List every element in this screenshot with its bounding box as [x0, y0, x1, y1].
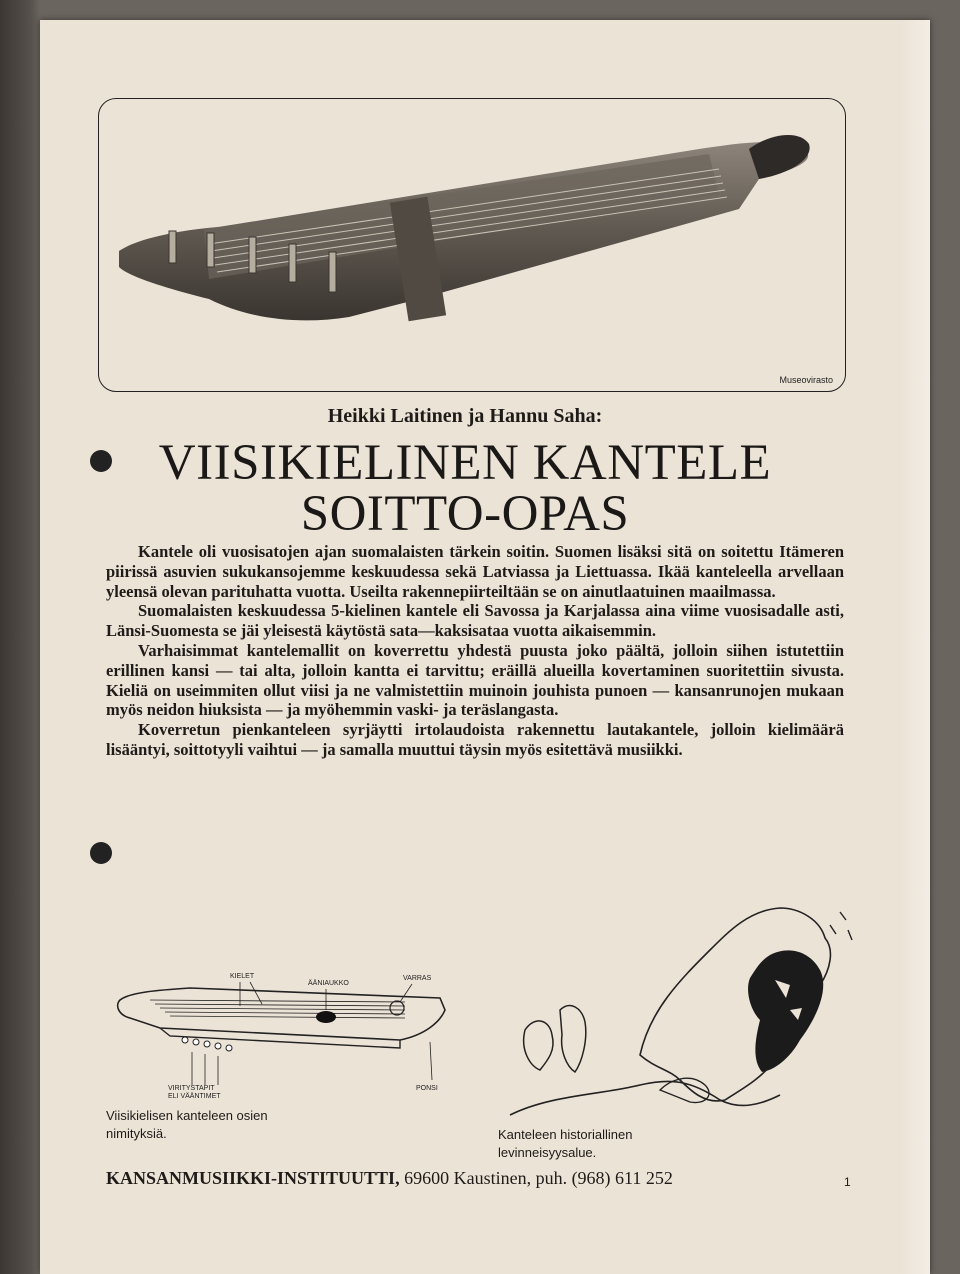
label-strings: KIELET — [230, 973, 255, 980]
kantele-photo-image — [99, 99, 845, 391]
publisher-address: 69600 Kaustinen, puh. (968) 611 252 — [399, 1168, 673, 1188]
paragraph: Kantele oli vuosisatojen ajan suomalaisten tärkein soitin. Suomen lisäksi sitä on soitettu Itämeren piirissä asuvien sukukansojemme keskuudessa sekä Latviassa ja Liettuassa. Ikää kanteleella arvellaan yleensä olevan parituhatta vuotta. Useilta rakennepiirteiltään se on ainutlaatuinen maailmassa. — [106, 542, 844, 601]
paragraph: Varhaisimmat kantelemallit on koverrettu yhdestä puusta joko päältä, jolloin siihen istutettiin erillinen kansi — tai alta, jolloin kantta ei tarvittu; eräillä alueilla kovertaminen suoritettiin sivusta. Kieliä on useimmiten ollut viisi ja ne valmistettiin muinoin jouhista punoen — kansanrunojen mukaan myös neidon hiuksista — ja myöhemmin vaski- ja teräslangasta. — [106, 640, 844, 720]
caption-line: Viisikielisen kanteleen osien — [106, 1108, 268, 1123]
page-title — [40, 435, 890, 542]
soundhole-icon — [316, 1011, 336, 1023]
kantele-parts-diagram — [100, 940, 460, 1100]
label-soundhole: ÄÄNIAUKKO — [308, 980, 349, 987]
distribution-map — [490, 890, 870, 1140]
page-number: 1 — [844, 1175, 851, 1189]
body-text — [106, 542, 844, 760]
caption-line: levinneisyysalue. — [498, 1145, 597, 1160]
map-caption — [498, 1126, 632, 1162]
diagram-caption — [106, 1107, 268, 1143]
kantele-photo — [98, 98, 846, 392]
label-ponsi: PONSI — [416, 1085, 438, 1092]
publisher-footer — [106, 1168, 673, 1189]
photo-credit: Museovirasto — [779, 375, 833, 385]
booklet-page — [40, 20, 930, 1274]
title-line-2: SOITTO-OPAS — [300, 486, 630, 542]
label-pegs-2: ELI VÄÄNTIMET — [168, 1093, 221, 1100]
caption-line: Kanteleen historiallinen — [498, 1127, 633, 1142]
label-pegs-1: VIRITYSTAPIT — [168, 1085, 215, 1092]
publisher-name: KANSANMUSIIKKI-INSTITUUTTI, — [106, 1168, 400, 1188]
authors: Heikki Laitinen ja Hannu Saha: — [327, 405, 603, 427]
label-rod: VARRAS — [403, 975, 432, 982]
title-line-1: VIISIKIELINEN KANTELE — [158, 435, 772, 491]
punch-hole — [90, 842, 112, 864]
paragraph: Suomalaisten keskuudessa 5-kielinen kantele eli Savossa ja Karjalassa aina viime vuosisadalle asti, Länsi-Suomesta se jäi yleisestä käytöstä sata—kaksisataa vuotta aikaisemmin. — [106, 601, 844, 641]
paragraph: Koverretun pienkanteleen syrjäytti irtolaudoista rakennettu lautakantele, jolloin kielimäärä lisääntyi, soittotyyli vaihtui — ja samalla muuttui täysin myös esitettävä musiikki. — [106, 720, 844, 759]
caption-line: nimityksiä. — [106, 1126, 167, 1141]
